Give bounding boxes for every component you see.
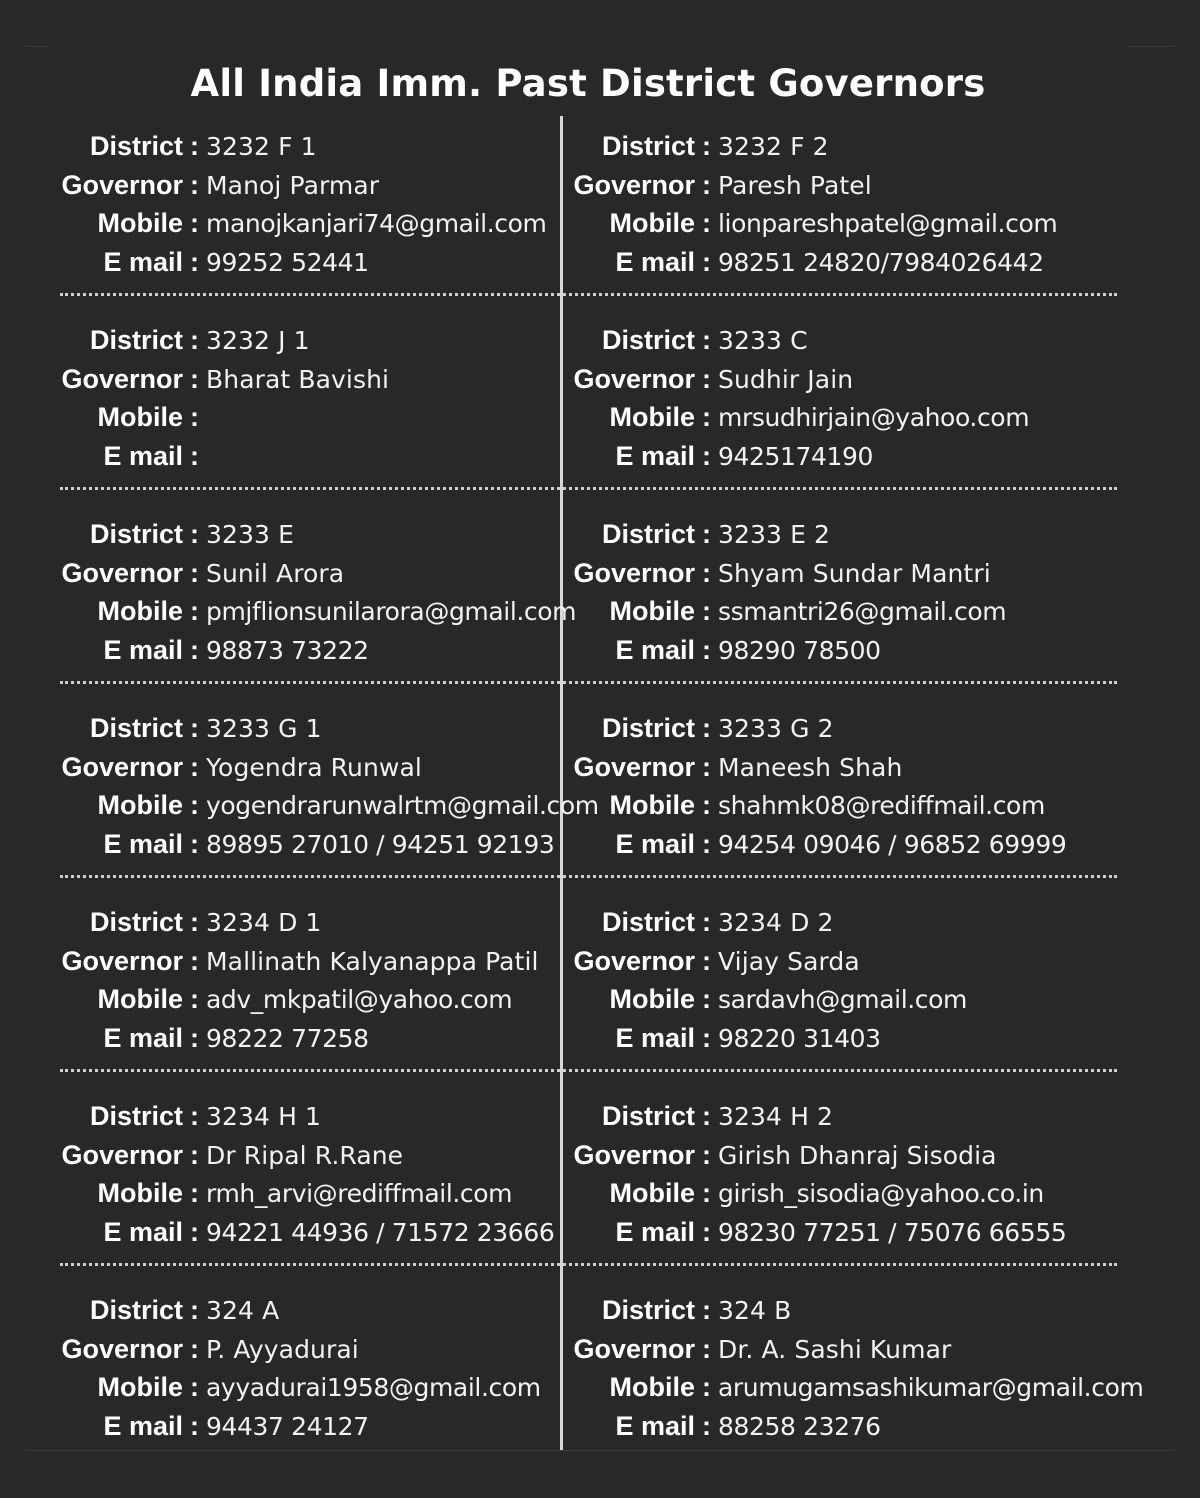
- colon: :: [190, 1411, 199, 1442]
- email-value: 99252 52441: [206, 248, 369, 278]
- mobile-label: Mobile: [97, 596, 183, 627]
- governor-grid: [0, 127, 1200, 1485]
- colon: :: [702, 712, 711, 743]
- email-label: E mail: [615, 247, 695, 278]
- governor-label: Governor: [61, 1333, 183, 1364]
- email-value: 94254 09046 / 96852 69999: [718, 830, 1067, 860]
- governor-label: Governor: [61, 363, 183, 394]
- email-line: [512, 1407, 1143, 1446]
- colon: :: [190, 1217, 199, 1248]
- mobile-value: pmjflionsunilarora@gmail.com: [206, 597, 577, 627]
- colon: :: [190, 790, 199, 821]
- district-value: 3232 J 1: [206, 325, 310, 355]
- colon: :: [702, 1217, 711, 1248]
- mobile-label: Mobile: [609, 1178, 695, 1209]
- colon: :: [190, 829, 199, 860]
- mobile-value: girish_sisodia@yahoo.co.in: [718, 1179, 1044, 1209]
- mobile-line: [512, 1369, 1143, 1408]
- district-label: District: [601, 1100, 695, 1131]
- governor-line: [0, 554, 576, 593]
- colon: :: [702, 751, 711, 782]
- mobile-line: [0, 1175, 554, 1214]
- mobile-label: Mobile: [609, 1372, 695, 1403]
- governor-label: Governor: [61, 945, 183, 976]
- email-value: 94221 44936 / 71572 23666: [206, 1218, 555, 1248]
- governor-entry-left: [0, 1291, 541, 1446]
- email-label: E mail: [103, 1023, 183, 1054]
- district-line: [512, 903, 967, 942]
- colon: :: [702, 790, 711, 821]
- colon: :: [190, 712, 199, 743]
- district-label: District: [601, 130, 695, 161]
- row-separator: [60, 293, 1117, 296]
- district-label: District: [89, 130, 183, 161]
- colon: :: [702, 208, 711, 239]
- colon: :: [702, 945, 711, 976]
- colon: :: [702, 402, 711, 433]
- governor-value: Girish Dhanraj Sisodia: [718, 1140, 997, 1170]
- mobile-line: [0, 593, 576, 632]
- district-line: [0, 1097, 554, 1136]
- colon: :: [702, 247, 711, 278]
- top-left-rule: [26, 46, 48, 47]
- governor-label: Governor: [573, 557, 695, 588]
- district-line: [512, 127, 1057, 166]
- governor-value: Vijay Sarda: [718, 946, 860, 976]
- district-line: [0, 321, 389, 360]
- email-value: 98222 77258: [206, 1024, 369, 1054]
- email-line: [0, 1019, 539, 1058]
- email-value: 98251 24820/7984026442: [718, 248, 1044, 278]
- governor-value: Dr Ripal R.Rane: [206, 1140, 404, 1170]
- colon: :: [190, 1023, 199, 1054]
- email-label: E mail: [103, 829, 183, 860]
- colon: :: [190, 402, 199, 433]
- email-line: [512, 437, 1029, 476]
- email-value: 98873 73222: [206, 636, 369, 666]
- mobile-label: Mobile: [609, 208, 695, 239]
- mobile-line: [512, 1175, 1066, 1214]
- mobile-label: Mobile: [97, 1372, 183, 1403]
- governor-entry-right: [512, 903, 967, 1058]
- colon: :: [190, 1178, 199, 1209]
- district-value: 324 B: [718, 1295, 792, 1325]
- email-label: E mail: [615, 1411, 695, 1442]
- colon: :: [702, 557, 711, 588]
- governor-label: Governor: [573, 1333, 695, 1364]
- mobile-line: [0, 1369, 541, 1408]
- district-label: District: [601, 906, 695, 937]
- governor-value: Shyam Sundar Mantri: [718, 558, 991, 588]
- colon: :: [702, 363, 711, 394]
- district-line: [512, 709, 1066, 748]
- mobile-label: Mobile: [609, 984, 695, 1015]
- governor-entry-left: [0, 127, 546, 282]
- colon: :: [702, 169, 711, 200]
- governor-line: [0, 360, 389, 399]
- mobile-value: sardavh@gmail.com: [718, 985, 967, 1015]
- district-line: [0, 1291, 541, 1330]
- district-value: 3232 F 2: [718, 131, 829, 161]
- governor-label: Governor: [61, 1139, 183, 1170]
- email-label: E mail: [615, 1023, 695, 1054]
- email-label: E mail: [103, 1411, 183, 1442]
- colon: :: [190, 751, 199, 782]
- mobile-value: rmh_arvi@rediffmail.com: [206, 1179, 513, 1209]
- email-label: E mail: [615, 441, 695, 472]
- colon: :: [702, 518, 711, 549]
- governor-line: [512, 360, 1029, 399]
- email-line: [512, 243, 1057, 282]
- mobile-label: Mobile: [97, 984, 183, 1015]
- colon: :: [702, 1023, 711, 1054]
- colon: :: [702, 984, 711, 1015]
- governor-value: Paresh Patel: [718, 170, 872, 200]
- email-line: [512, 1213, 1066, 1252]
- district-label: District: [89, 906, 183, 937]
- governor-row: [0, 903, 1200, 1097]
- mobile-line: [512, 399, 1029, 438]
- governor-row: [0, 127, 1200, 321]
- mobile-value: arumugamsashikumar@gmail.com: [718, 1373, 1144, 1403]
- governor-value: Dr. A. Sashi Kumar: [718, 1334, 952, 1364]
- district-value: 3233 G 1: [206, 713, 322, 743]
- governor-label: Governor: [573, 945, 695, 976]
- district-value: 3234 D 2: [718, 907, 834, 937]
- colon: :: [190, 1100, 199, 1131]
- mobile-label: Mobile: [97, 402, 183, 433]
- governor-label: Governor: [61, 751, 183, 782]
- governor-line: [512, 748, 1066, 787]
- mobile-value: mrsudhirjain@yahoo.com: [718, 403, 1030, 433]
- district-line: [512, 1291, 1143, 1330]
- page-title: All India Imm. Past District Governors: [190, 62, 986, 105]
- governor-value: Manoj Parmar: [206, 170, 380, 200]
- colon: :: [190, 130, 199, 161]
- governor-entry-left: [0, 709, 599, 864]
- mobile-value: adv_mkpatil@yahoo.com: [206, 985, 513, 1015]
- email-label: E mail: [615, 1217, 695, 1248]
- email-value: 9425174190: [718, 442, 874, 472]
- email-line: [0, 437, 389, 476]
- district-label: District: [89, 1294, 183, 1325]
- mobile-label: Mobile: [609, 790, 695, 821]
- mobile-value: shahmk08@rediffmail.com: [718, 791, 1045, 821]
- colon: :: [190, 1372, 199, 1403]
- governor-value: Yogendra Runwal: [206, 752, 422, 782]
- governor-entry-right: [512, 709, 1066, 864]
- colon: :: [702, 829, 711, 860]
- district-line: [512, 515, 1006, 554]
- governor-value: P. Ayyadurai: [206, 1334, 359, 1364]
- district-line: [512, 321, 1029, 360]
- row-separator: [60, 875, 1117, 878]
- governor-entry-right: [512, 1097, 1066, 1252]
- colon: :: [702, 1139, 711, 1170]
- district-value: 3232 F 1: [206, 131, 317, 161]
- mobile-label: Mobile: [97, 1178, 183, 1209]
- district-value: 3233 G 2: [718, 713, 834, 743]
- colon: :: [702, 1178, 711, 1209]
- governor-value: Sudhir Jain: [718, 364, 854, 394]
- governor-entry-left: [0, 1097, 554, 1252]
- colon: :: [702, 130, 711, 161]
- mobile-line: [0, 205, 546, 244]
- colon: :: [702, 441, 711, 472]
- colon: :: [702, 1333, 711, 1364]
- mobile-label: Mobile: [609, 596, 695, 627]
- colon: :: [190, 906, 199, 937]
- email-line: [512, 1019, 967, 1058]
- mobile-line: [512, 205, 1057, 244]
- colon: :: [190, 441, 199, 472]
- email-label: E mail: [103, 247, 183, 278]
- email-value: 98230 77251 / 75076 66555: [718, 1218, 1067, 1248]
- governor-label: Governor: [61, 169, 183, 200]
- colon: :: [190, 557, 199, 588]
- governor-line: [0, 942, 539, 981]
- mobile-label: Mobile: [97, 208, 183, 239]
- colon: :: [702, 1372, 711, 1403]
- governor-line: [0, 1330, 541, 1369]
- row-separator: [60, 1069, 1117, 1072]
- colon: :: [190, 324, 199, 355]
- mobile-value: ayyadurai1958@gmail.com: [206, 1373, 541, 1403]
- email-line: [512, 631, 1006, 670]
- mobile-value: manojkanjari74@gmail.com: [206, 209, 547, 239]
- district-label: District: [601, 324, 695, 355]
- governor-line: [512, 166, 1057, 205]
- email-value: 94437 24127: [206, 1412, 369, 1442]
- district-label: District: [601, 518, 695, 549]
- governor-line: [512, 1136, 1066, 1175]
- colon: :: [190, 169, 199, 200]
- governor-label: Governor: [573, 363, 695, 394]
- colon: :: [702, 1294, 711, 1325]
- colon: :: [190, 208, 199, 239]
- email-value: 98220 31403: [718, 1024, 881, 1054]
- governor-entry-left: [0, 903, 539, 1058]
- colon: :: [702, 1100, 711, 1131]
- email-line: [0, 1213, 554, 1252]
- district-label: District: [601, 1294, 695, 1325]
- colon: :: [702, 635, 711, 666]
- governor-value: Sunil Arora: [206, 558, 345, 588]
- governor-entry-right: [512, 1291, 1143, 1446]
- governor-entry-right: [512, 321, 1029, 476]
- mobile-line: [0, 399, 389, 438]
- district-label: District: [601, 712, 695, 743]
- colon: :: [702, 1411, 711, 1442]
- district-label: District: [89, 712, 183, 743]
- district-line: [0, 903, 539, 942]
- governor-line: [0, 748, 599, 787]
- mobile-line: [0, 787, 599, 826]
- mobile-line: [512, 787, 1066, 826]
- mobile-line: [0, 981, 539, 1020]
- colon: :: [702, 906, 711, 937]
- district-label: District: [89, 518, 183, 549]
- email-value: 98290 78500: [718, 636, 881, 666]
- email-label: E mail: [615, 635, 695, 666]
- governor-label: Governor: [573, 169, 695, 200]
- governor-entry-right: [512, 515, 1006, 670]
- email-value: 88258 23276: [718, 1412, 881, 1442]
- district-label: District: [89, 324, 183, 355]
- mobile-label: Mobile: [97, 790, 183, 821]
- colon: :: [190, 1294, 199, 1325]
- row-separator: [60, 681, 1117, 684]
- district-value: 3233 E: [206, 519, 294, 549]
- district-value: 3234 H 1: [206, 1101, 322, 1131]
- email-line: [0, 243, 546, 282]
- governor-label: Governor: [573, 751, 695, 782]
- governor-value: Mallinath Kalyanappa Patil: [206, 946, 539, 976]
- top-right-rule: [1128, 46, 1174, 47]
- colon: :: [190, 984, 199, 1015]
- governor-entry-left: [0, 515, 576, 670]
- colon: :: [190, 363, 199, 394]
- governor-row: [0, 709, 1200, 903]
- governor-line: [0, 1136, 554, 1175]
- colon: :: [190, 1139, 199, 1170]
- email-label: E mail: [615, 829, 695, 860]
- colon: :: [702, 596, 711, 627]
- mobile-line: [512, 593, 1006, 632]
- district-value: 3234 D 1: [206, 907, 322, 937]
- district-value: 3233 E 2: [718, 519, 831, 549]
- colon: :: [190, 596, 199, 627]
- governor-value: Maneesh Shah: [718, 752, 903, 782]
- row-separator: [60, 487, 1117, 490]
- governor-line: [512, 1330, 1143, 1369]
- colon: :: [190, 1333, 199, 1364]
- colon: :: [190, 247, 199, 278]
- district-value: 324 A: [206, 1295, 280, 1325]
- mobile-value: ssmantri26@gmail.com: [718, 597, 1007, 627]
- governor-entry-right: [512, 127, 1057, 282]
- governor-value: Bharat Bavishi: [206, 364, 390, 394]
- colon: :: [190, 635, 199, 666]
- colon: :: [190, 518, 199, 549]
- email-value: 89895 27010 / 94251 92193: [206, 830, 555, 860]
- email-line: [0, 825, 599, 864]
- colon: :: [702, 324, 711, 355]
- district-label: District: [89, 1100, 183, 1131]
- governor-entry-left: [0, 321, 389, 476]
- mobile-label: Mobile: [609, 402, 695, 433]
- governor-label: Governor: [61, 557, 183, 588]
- email-line: [512, 825, 1066, 864]
- governor-line: [512, 942, 967, 981]
- district-line: [0, 127, 546, 166]
- email-label: E mail: [103, 1217, 183, 1248]
- district-line: [0, 515, 576, 554]
- district-value: 3234 H 2: [718, 1101, 834, 1131]
- mobile-line: [512, 981, 967, 1020]
- district-line: [512, 1097, 1066, 1136]
- governor-row: [0, 515, 1200, 709]
- row-separator: [60, 1263, 1117, 1266]
- governor-line: [512, 554, 1006, 593]
- email-label: E mail: [103, 441, 183, 472]
- governor-line: [0, 166, 546, 205]
- district-value: 3233 C: [718, 325, 808, 355]
- governor-row: [0, 1097, 1200, 1291]
- district-line: [0, 709, 599, 748]
- email-label: E mail: [103, 635, 183, 666]
- governor-row: [0, 321, 1200, 515]
- governor-row: [0, 1291, 1200, 1485]
- governor-label: Governor: [573, 1139, 695, 1170]
- email-line: [0, 1407, 541, 1446]
- colon: :: [190, 945, 199, 976]
- mobile-value: lionpareshpatel@gmail.com: [718, 209, 1058, 239]
- mobile-value: yogendrarunwalrtm@gmail.com: [206, 791, 599, 821]
- email-line: [0, 631, 576, 670]
